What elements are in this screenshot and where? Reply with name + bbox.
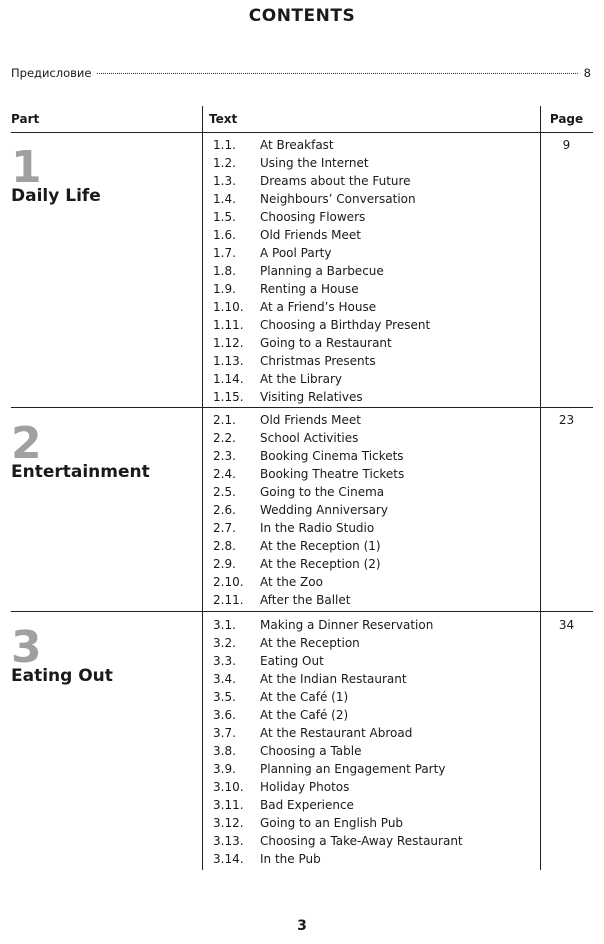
toc-entry[interactable] [213, 226, 503, 244]
entry-number: 2.11. [213, 593, 244, 607]
entry-title: Old Friends Meet [260, 228, 362, 242]
toc-entry[interactable] [213, 388, 503, 406]
toc-entry[interactable] [213, 280, 503, 298]
entry-title: Booking Theatre Tickets [260, 467, 405, 481]
preface-label: Предисловие [11, 66, 92, 80]
entry-title: At the Café (1) [260, 690, 349, 704]
part-name: Daily Life [11, 186, 101, 206]
entry-title: Choosing Flowers [260, 210, 366, 224]
part-page: 9 [562, 138, 571, 152]
entry-number: 1.11. [213, 318, 244, 332]
entry-title: Renting a House [260, 282, 359, 296]
entry-title: Bad Experience [260, 798, 354, 812]
toc-entry[interactable] [213, 172, 503, 190]
toc-entry[interactable] [213, 429, 503, 447]
entry-title: In the Radio Studio [260, 521, 375, 535]
entry-title: Booking Cinema Tickets [260, 449, 404, 463]
header-text: Text [209, 112, 238, 126]
item-list [213, 616, 503, 868]
entry-number: 3.6. [213, 708, 236, 722]
item-list [213, 411, 503, 609]
toc-entry[interactable] [213, 447, 503, 465]
entry-number: 3.12. [213, 816, 244, 830]
header-part: Part [11, 112, 40, 126]
toc-entry[interactable] [213, 706, 503, 724]
toc-entry[interactable] [213, 465, 503, 483]
entry-number: 1.4. [213, 192, 236, 206]
entry-title: At the Indian Restaurant [260, 672, 407, 686]
toc-entry[interactable] [213, 501, 503, 519]
page-number: 3 [297, 918, 307, 934]
toc-entry[interactable] [213, 760, 503, 778]
toc-entry[interactable] [213, 616, 503, 634]
toc-entry[interactable] [213, 316, 503, 334]
entry-number: 2.3. [213, 449, 236, 463]
toc-entry[interactable] [213, 573, 503, 591]
toc-entry[interactable] [213, 742, 503, 760]
entry-title: Eating Out [260, 654, 324, 668]
entry-number: 2.5. [213, 485, 236, 499]
entry-title: At the Reception [260, 636, 360, 650]
entry-title: Using the Internet [260, 156, 369, 170]
entry-number: 2.10. [213, 575, 244, 589]
entry-number: 1.7. [213, 246, 236, 260]
entry-number: 2.1. [213, 413, 236, 427]
part-page: 23 [558, 413, 575, 427]
section-rule [11, 611, 593, 612]
toc-entry[interactable] [213, 555, 503, 573]
entry-number: 3.3. [213, 654, 236, 668]
entry-number: 1.6. [213, 228, 236, 242]
entry-title: Planning a Barbecue [260, 264, 384, 278]
toc-entry[interactable] [213, 688, 503, 706]
entry-title: Going to a Restaurant [260, 336, 392, 350]
toc-entry[interactable] [213, 814, 503, 832]
entry-title: In the Pub [260, 852, 321, 866]
toc-entry[interactable] [213, 262, 503, 280]
entry-number: 2.8. [213, 539, 236, 553]
leader-dots [97, 73, 577, 74]
toc-entry[interactable] [213, 136, 503, 154]
entry-title: A Pool Party [260, 246, 332, 260]
toc-entry[interactable] [213, 208, 503, 226]
entry-title: Dreams about the Future [260, 174, 411, 188]
part-number: 2 [11, 418, 42, 469]
toc-entry[interactable] [213, 370, 503, 388]
entry-title: At a Friend’s House [260, 300, 377, 314]
toc-entry[interactable] [213, 154, 503, 172]
entry-number: 1.2. [213, 156, 236, 170]
toc-entry[interactable] [213, 652, 503, 670]
entry-number: 3.4. [213, 672, 236, 686]
entry-title: At the Reception (2) [260, 557, 381, 571]
entry-title: Going to an English Pub [260, 816, 404, 830]
toc-entry[interactable] [213, 850, 503, 868]
entry-title: At the Reception (1) [260, 539, 381, 553]
toc-entry[interactable] [213, 634, 503, 652]
toc-entry[interactable] [213, 591, 503, 609]
entry-number: 3.14. [213, 852, 244, 866]
entry-number: 1.13. [213, 354, 244, 368]
entry-number: 3.8. [213, 744, 236, 758]
entry-title: Visiting Relatives [260, 390, 363, 404]
entry-number: 3.7. [213, 726, 236, 740]
entry-title: Making a Dinner Reservation [260, 618, 434, 632]
entry-title: Choosing a Take-Away Restaurant [260, 834, 463, 848]
entry-number: 3.10. [213, 780, 244, 794]
column-divider-page [540, 106, 541, 870]
toc-entry[interactable] [213, 411, 503, 429]
preface-entry[interactable] [11, 66, 591, 84]
entry-number: 1.14. [213, 372, 244, 386]
part-number: 3 [11, 622, 42, 673]
toc-entry[interactable] [213, 298, 503, 316]
entry-number: 3.1. [213, 618, 236, 632]
entry-title: At Breakfast [260, 138, 334, 152]
entry-number: 2.4. [213, 467, 236, 481]
entry-number: 3.13. [213, 834, 244, 848]
toc-entry[interactable] [213, 832, 503, 850]
toc-entry[interactable] [213, 724, 503, 742]
entry-number: 1.3. [213, 174, 236, 188]
entry-title: Christmas Presents [260, 354, 376, 368]
toc-entry[interactable] [213, 796, 503, 814]
entry-number: 2.7. [213, 521, 236, 535]
entry-number: 2.9. [213, 557, 236, 571]
entry-title: Holiday Photos [260, 780, 350, 794]
entry-title: At the Zoo [260, 575, 323, 589]
entry-number: 3.5. [213, 690, 236, 704]
entry-number: 1.12. [213, 336, 244, 350]
entry-number: 1.5. [213, 210, 236, 224]
entry-number: 1.1. [213, 138, 236, 152]
toc-entry[interactable] [213, 334, 503, 352]
entry-title: Choosing a Birthday Present [260, 318, 431, 332]
part-page: 34 [558, 618, 575, 632]
entry-number: 2.2. [213, 431, 236, 445]
entry-number: 1.8. [213, 264, 236, 278]
entry-number: 3.9. [213, 762, 236, 776]
part-name: Entertainment [11, 462, 150, 482]
entry-title: After the Ballet [260, 593, 351, 607]
entry-title: Going to the Cinema [260, 485, 385, 499]
entry-number: 1.15. [213, 390, 244, 404]
entry-title: Planning an Engagement Party [260, 762, 446, 776]
entry-number: 3.2. [213, 636, 236, 650]
entry-title: At the Café (2) [260, 708, 349, 722]
entry-title: At the Library [260, 372, 342, 386]
item-list [213, 136, 503, 406]
entry-title: Old Friends Meet [260, 413, 362, 427]
entry-title: Choosing a Table [260, 744, 362, 758]
part-number: 1 [11, 142, 42, 193]
header-page: Page [549, 112, 584, 126]
toc-entry[interactable] [213, 352, 503, 370]
entry-number: 3.11. [213, 798, 244, 812]
header-rule [11, 132, 593, 133]
toc-entry[interactable] [213, 670, 503, 688]
toc-entry[interactable] [213, 244, 503, 262]
entry-number: 1.10. [213, 300, 244, 314]
preface-page: 8 [583, 66, 591, 80]
toc-entry[interactable] [213, 190, 503, 208]
entry-title: School Activities [260, 431, 359, 445]
entry-number: 1.9. [213, 282, 236, 296]
section-rule [11, 407, 593, 408]
entry-title: Neighbours’ Conversation [260, 192, 416, 206]
part-name: Eating Out [11, 666, 113, 686]
page-title: CONTENTS [248, 6, 356, 26]
column-divider-text [202, 106, 203, 870]
entry-title: At the Restaurant Abroad [260, 726, 413, 740]
toc-entry[interactable] [213, 778, 503, 796]
entry-title: Wedding Anniversary [260, 503, 388, 517]
entry-number: 2.6. [213, 503, 236, 517]
toc-entry[interactable] [213, 519, 503, 537]
toc-entry[interactable] [213, 537, 503, 555]
toc-entry[interactable] [213, 483, 503, 501]
